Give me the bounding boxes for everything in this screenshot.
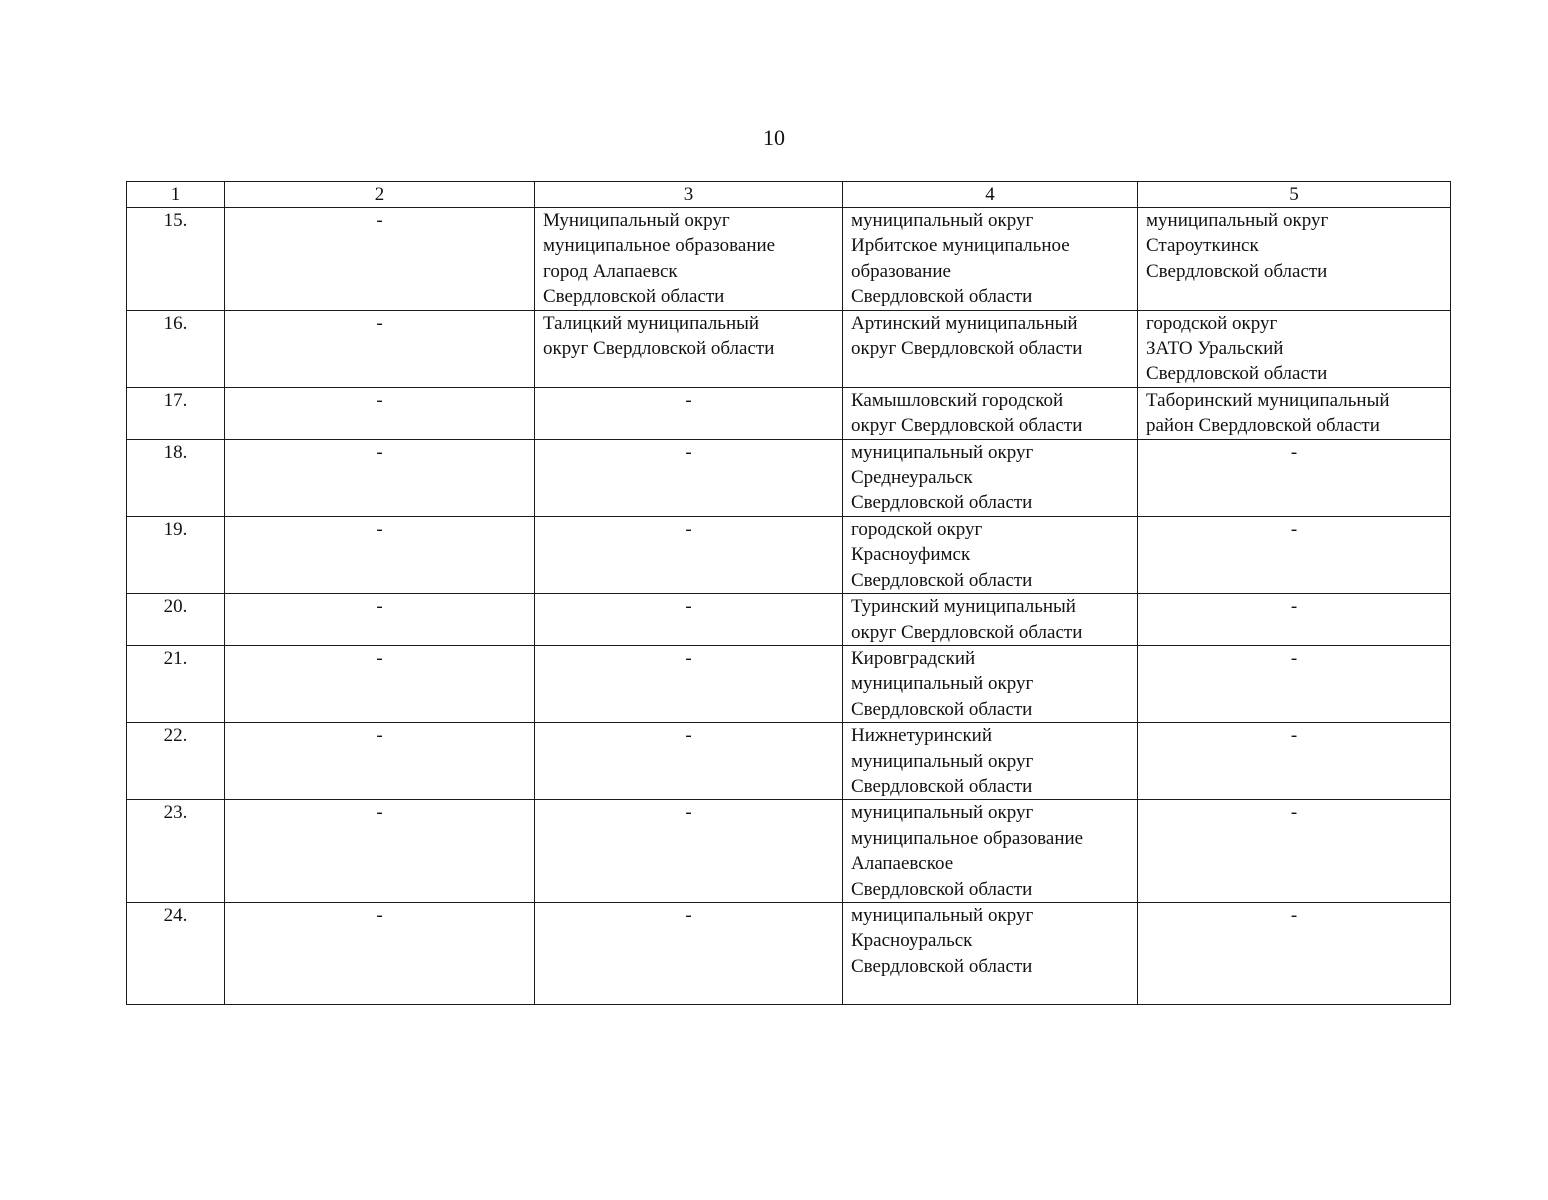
column-2-cell: - — [225, 387, 535, 439]
cell-text-line: район Свердловской области — [1146, 415, 1380, 437]
cell-text-line: Нижнетуринский — [851, 725, 993, 747]
column-4-cell — [843, 516, 1138, 593]
row-number-cell: 23. — [127, 800, 225, 903]
column-3-cell — [535, 310, 843, 387]
cell-text-line: Свердловской области — [851, 286, 1033, 308]
column-2-cell: - — [225, 723, 535, 800]
cell-text-line: Свердловской области — [1146, 260, 1328, 282]
cell-text-line: округ Свердловской области — [543, 338, 775, 360]
cell-text-line: городской округ — [851, 518, 983, 540]
cell-text-line: - — [1290, 596, 1298, 618]
column-4-cell — [843, 800, 1138, 903]
column-2-cell: - — [225, 439, 535, 516]
cell-text-line: Красноуральск — [851, 930, 973, 952]
cell-text-line: Свердловской области — [851, 955, 1033, 977]
column-5-cell — [1138, 310, 1451, 387]
table-row — [127, 645, 1451, 722]
cell-text-line: - — [685, 802, 692, 824]
table-row — [127, 208, 1451, 311]
column-4-cell — [843, 902, 1138, 1004]
row-number-cell: 19. — [127, 516, 225, 593]
header-cell-5: 5 — [1138, 182, 1451, 208]
cell-text-line: Алапаевское — [851, 853, 954, 875]
table-row — [127, 387, 1451, 439]
column-2-cell: - — [225, 594, 535, 646]
row-number-cell: 15. — [127, 208, 225, 311]
cell-text-line: муниципальный округ — [851, 673, 1034, 695]
column-5-cell — [1138, 645, 1451, 722]
table-row — [127, 723, 1451, 800]
municipal-table — [126, 181, 1451, 1005]
cell-text-line: - — [685, 389, 692, 411]
cell-text-line: округ Свердловской области — [851, 621, 1083, 643]
column-4-cell — [843, 310, 1138, 387]
cell-text-line: муниципальное образование — [543, 235, 776, 257]
cell-text-line: Красноуфимск — [851, 544, 971, 566]
row-number-cell: 20. — [127, 594, 225, 646]
cell-text-line: округ Свердловской области — [851, 338, 1083, 360]
cell-text-line: городской округ — [1146, 312, 1278, 334]
table-row — [127, 594, 1451, 646]
cell-text-line: Свердловской области — [851, 698, 1033, 720]
column-2-cell: - — [225, 902, 535, 1004]
table-row — [127, 800, 1451, 903]
column-3-cell — [535, 208, 843, 311]
column-4-cell — [843, 645, 1138, 722]
cell-text-line: Староуткинск — [1146, 235, 1259, 257]
column-2-cell: - — [225, 208, 535, 311]
cell-text-line: Свердловской области — [851, 492, 1033, 514]
table-row — [127, 310, 1451, 387]
page-number: 10 — [763, 125, 785, 150]
row-number-cell: 24. — [127, 902, 225, 1004]
cell-text-line: - — [685, 647, 692, 669]
cell-text-line: Кировградский — [851, 647, 976, 669]
cell-text-line: - — [1290, 441, 1298, 463]
cell-text-line: Среднеуральск — [851, 467, 973, 489]
column-5-cell — [1138, 516, 1451, 593]
column-3-cell — [535, 902, 843, 1004]
column-3-cell — [535, 645, 843, 722]
table-row — [127, 516, 1451, 593]
cell-text-line: муниципальное образование — [851, 827, 1084, 849]
column-3-cell — [535, 516, 843, 593]
cell-text-line: - — [685, 725, 692, 747]
column-2-cell: - — [225, 310, 535, 387]
cell-text-line: округ Свердловской области — [851, 415, 1083, 437]
cell-text-line: - — [685, 518, 692, 540]
table-row — [127, 439, 1451, 516]
column-3-cell — [535, 439, 843, 516]
column-5-cell — [1138, 208, 1451, 311]
cell-text-line: Таборинский муниципальный — [1146, 389, 1390, 411]
column-4-cell — [843, 439, 1138, 516]
cell-text-line: Свердловской области — [851, 775, 1033, 797]
cell-text-line: город Алапаевск — [543, 260, 678, 282]
cell-text-line: Свердловской области — [851, 569, 1033, 591]
cell-text-line: муниципальный округ — [1146, 210, 1329, 231]
header-cell-3: 3 — [535, 182, 843, 208]
row-number-cell: 22. — [127, 723, 225, 800]
header-cell-2: 2 — [225, 182, 535, 208]
cell-text-line: муниципальный округ — [851, 904, 1034, 926]
column-5-cell — [1138, 800, 1451, 903]
header-cell-1: 1 — [127, 182, 225, 208]
cell-text-line: Ирбитское муниципальное — [851, 235, 1070, 257]
column-2-cell: - — [225, 516, 535, 593]
cell-text-line: - — [685, 441, 692, 463]
column-4-cell — [843, 594, 1138, 646]
cell-text-line: - — [1290, 725, 1298, 747]
cell-text-line: - — [1290, 518, 1298, 540]
cell-text-line: Камышловский городской — [851, 389, 1064, 411]
cell-text-line: Свердловской области — [543, 286, 725, 308]
table-row — [127, 902, 1451, 1004]
column-2-cell: - — [225, 645, 535, 722]
column-3-cell — [535, 723, 843, 800]
cell-text-line: муниципальный округ — [851, 441, 1034, 463]
cell-text-line: муниципальный округ — [851, 750, 1034, 772]
row-number-cell: 21. — [127, 645, 225, 722]
column-4-cell — [843, 387, 1138, 439]
cell-text-line: - — [1290, 802, 1298, 824]
cell-text-line: - — [1290, 647, 1298, 669]
column-5-cell — [1138, 594, 1451, 646]
cell-text-line: Свердловской области — [851, 878, 1033, 900]
column-3-cell — [535, 387, 843, 439]
cell-text-line: ЗАТО Уральский — [1146, 338, 1284, 360]
row-number-cell: 17. — [127, 387, 225, 439]
column-3-cell — [535, 800, 843, 903]
header-cell-4: 4 — [843, 182, 1138, 208]
cell-text-line: Артинский муниципальный — [851, 312, 1078, 334]
column-5-cell — [1138, 387, 1451, 439]
column-4-cell — [843, 723, 1138, 800]
row-number-cell: 18. — [127, 439, 225, 516]
cell-text-line: муниципальный округ — [851, 802, 1034, 824]
column-3-cell — [535, 594, 843, 646]
cell-text-line: Муниципальный округ — [543, 210, 730, 231]
cell-text-line: - — [1290, 904, 1298, 926]
cell-text-line: Свердловской области — [1146, 363, 1328, 385]
header-row — [127, 182, 1451, 208]
column-5-cell — [1138, 439, 1451, 516]
cell-text-line: - — [685, 904, 692, 926]
column-4-cell — [843, 208, 1138, 311]
cell-text-line: образование — [851, 260, 951, 282]
column-2-cell: - — [225, 800, 535, 903]
column-5-cell — [1138, 902, 1451, 1004]
cell-text-line: муниципальный округ — [851, 210, 1034, 231]
column-5-cell — [1138, 723, 1451, 800]
cell-text-line: Туринский муниципальный — [851, 596, 1076, 618]
cell-text-line: - — [685, 596, 692, 618]
row-number-cell: 16. — [127, 310, 225, 387]
cell-text-line: Талицкий муниципальный — [543, 312, 760, 334]
